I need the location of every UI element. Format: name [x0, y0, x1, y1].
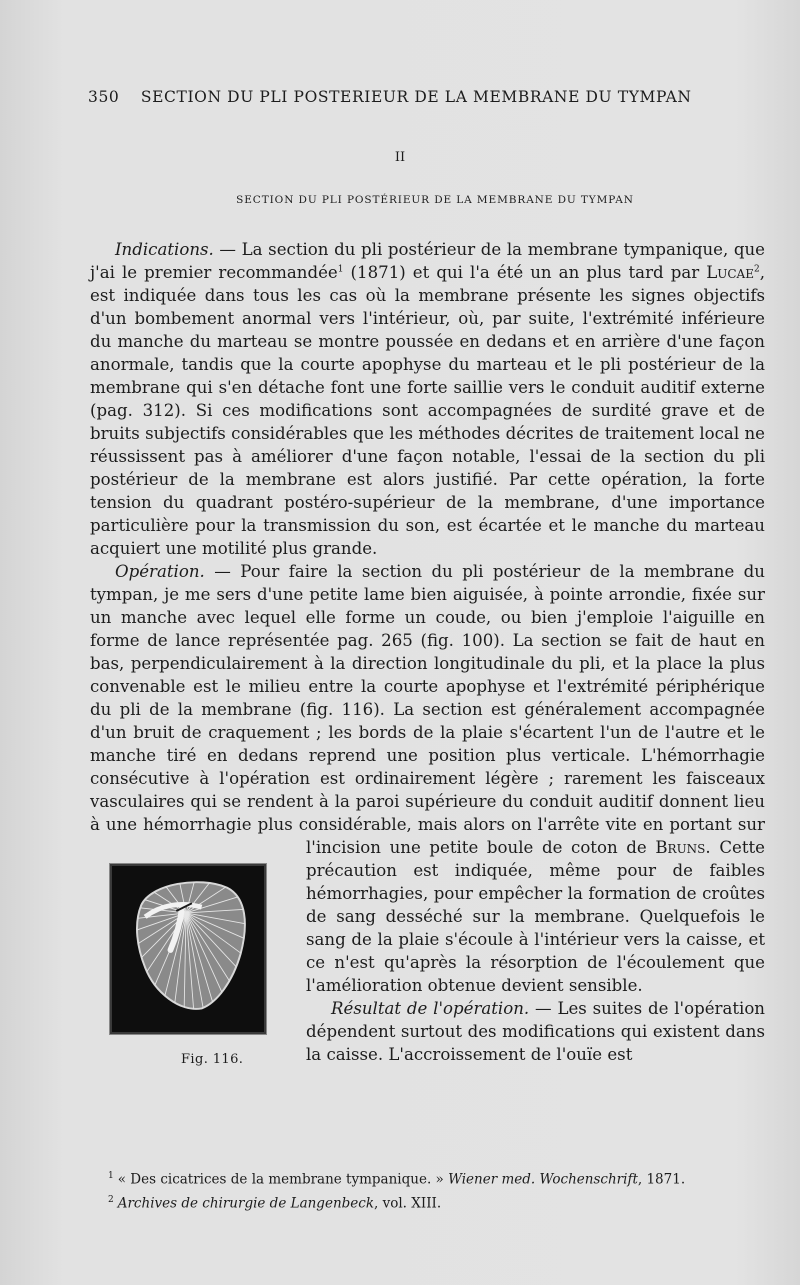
author-name: Bruns: [655, 838, 706, 857]
text-segment: , est indiquée dans tous les cas où la membrane présente les signes objectifs d'un bombement anormal vers l'intérieur, où, par suite, l'extrémité inférieure du manche du marteau se montre poussée en dedans et en arrière d'une façon anormale, tandis que la courte apophyse du marteau et le pli postérieur de la membrane qui s'en détache font une forte saillie vers le conduit auditif externe (pag. 312). Si ces modifications sont accompagnées de surdité grave et de bruits subjectifs considérables que les méthodes décrites de traitement local ne réussissent pas à améliorer d'une façon notable, l'essai de la section du pli postérieur de la membrane est alors justifié. Par cette opération, la forte tension du quadrant postéro-supérieur de la membrane, d'une importance particulière pour la transmission du son, est écartée et le manche du marteau acquiert une motilité plus grande.: [90, 263, 765, 558]
body-text: [90, 238, 765, 1100]
footnote-text: , 1871.: [637, 1171, 686, 1188]
author-name: Lucae: [706, 263, 754, 282]
lead-indications: Indications.: [115, 240, 214, 259]
running-head: [88, 88, 728, 106]
footnote-citation: Archives de chirurgie de Langenbeck: [117, 1195, 375, 1211]
text-segment: — Pour faire la section du pli postérieur de la membrane du tympan, je me sers d'une petite lame bien aiguisée, à pointe arrondie, fixée sur un manche avec lequel elle forme un coude, ou bien j'emploie l'aiguille en forme de lance représentée pag. 265 (fig. 100). La section se fait de haut en bas, perpendiculairement à la direction longitudinale du pli, et la place la plus convenable est le milieu entre la courte apophyse et l'extrémité périphérique du pli de la membrane (fig. 116). La section est généralement accompagnée d'un bruit de craquement ; les bords de la plaie s'écartent l'un de l'autre et le manche tiré en dedans reprend une position plus verticale. L'hémorrhagie consécutive à l'opération est ordinairement légère ; rarement les faisceaux vasculaires qui se rendent à la paroi supérieure du conduit auditif donnent lieu à une hémorrhagie plus considérable, mais alors on l'arrête vite en portant sur l'incision une petite boule de coton de: [90, 562, 765, 857]
figure-caption: Fig. 116.: [181, 1052, 244, 1067]
footnote-number: 2: [108, 1194, 114, 1205]
section-title: SECTION DU PLI POSTÉRIEUR DE LA MEMBRANE DU TYMPAN: [236, 194, 634, 206]
footnote-1: [108, 1166, 748, 1190]
footnote-number: 1: [108, 1171, 114, 1181]
figure-image: [110, 864, 266, 1034]
paragraph-indications: [90, 238, 765, 560]
lead-result: Résultat de l'opération.: [331, 999, 530, 1018]
text-segment: — Les suites de l'opération dépendent surtout des modifications qui existent dans la caisse. L'accroissement de l'ouïe est: [306, 999, 765, 1064]
footnote-ref-2: 2: [753, 264, 760, 275]
section-number: II: [394, 150, 406, 165]
footnote-ref-1: 1: [337, 264, 344, 275]
figure-116: [88, 842, 288, 1100]
text-segment: — La section du pli postérieur de la membrane tympanique, que j'ai le premier recommandée: [90, 240, 765, 282]
text-segment: . Cette précaution est indiquée, même pour de faibles hémorrhagies, pour empêcher la formation de croûtes de sang desséché sur la membrane. Quelquefois le sang de la plaie s'écoule à l'intérieur vers la caisse, et ce n'est qu'après la résorption de l'écoulement que l'amélioration obtenue devient sensible.: [306, 838, 765, 995]
running-title: SECTION DU PLI POSTERIEUR DE LA MEMBRANE DU TYMPAN: [140, 88, 692, 106]
footnote-2: [108, 1190, 748, 1214]
lead-operation: Opération.: [115, 562, 205, 581]
footnote-text: , vol. XIII.: [374, 1195, 442, 1211]
page-number: 350: [88, 88, 120, 106]
footnote-citation: Wiener med. Wochenschrift: [448, 1171, 638, 1188]
tympanic-membrane-engraving: [112, 866, 264, 1032]
footnote-text: « Des cicatrices de la membrane tympanique. »: [117, 1171, 449, 1188]
text-segment: (1871) et qui l'a été un an plus tard par: [343, 263, 707, 282]
footnotes: [108, 1166, 748, 1213]
